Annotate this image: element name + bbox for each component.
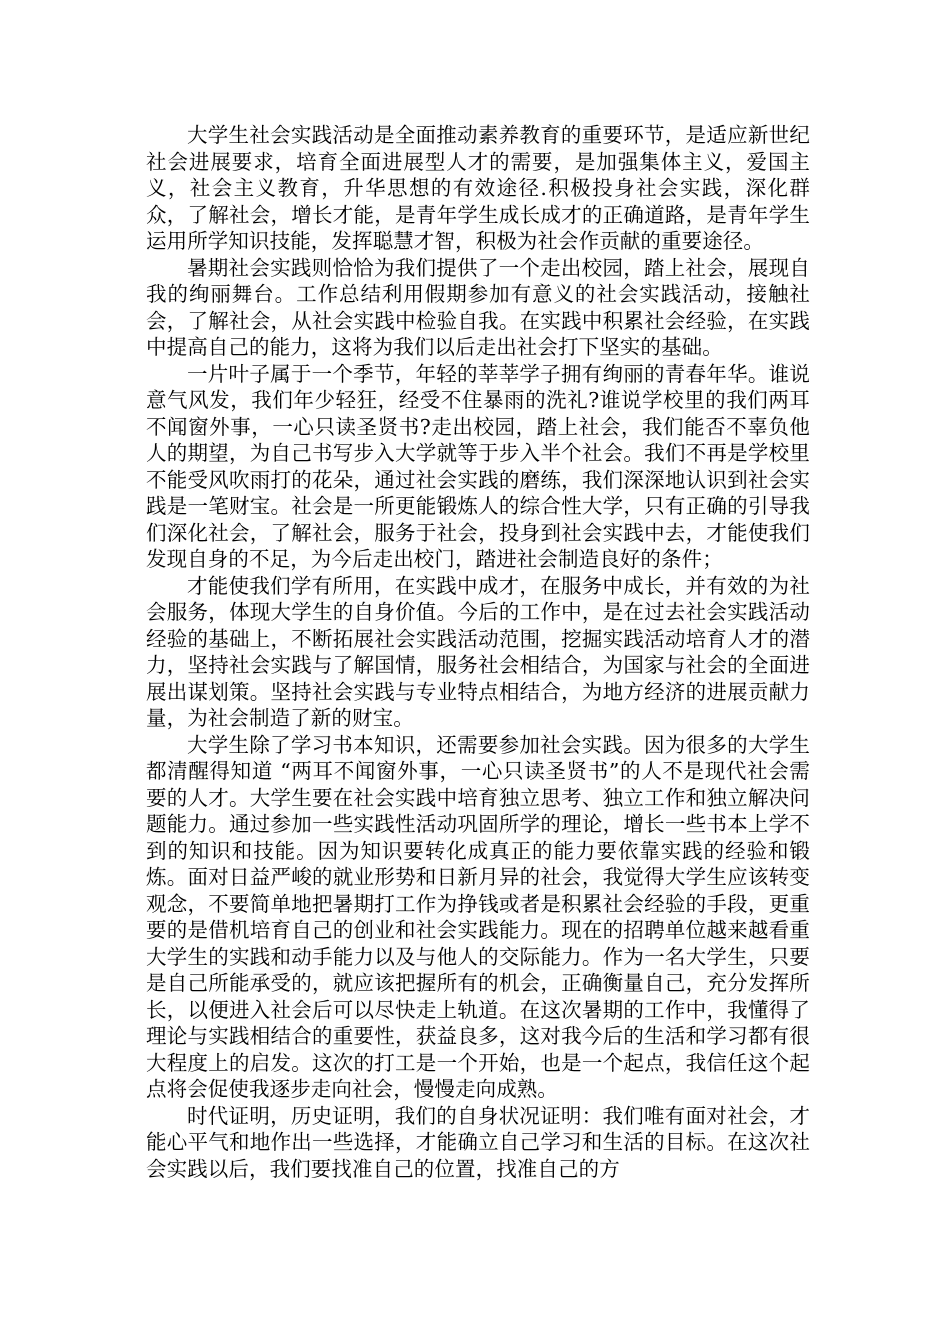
document-page xyxy=(146,122,810,1182)
paragraph-1: 大学生社会实践活动是全面推动素养教育的重要环节，是适应新世纪社会进展要求，培育全面进展型人才的需要，是加强集体主义，爱国主义，社会主义教育，升华思想的有效途径.积极投身社会实践，深化群众，了解社会，增长才能，是青年学生成长成才的正确道路，是青年学生运用所学知识技能，发挥聪慧才智，积极为社会作贡献的重要途径。 xyxy=(146,123,810,253)
paragraph-5: 大学生除了学习书本知识，还需要参加社会实践。因为很多的大学生都清醒得知道 “两耳不闻窗外事，一心只读圣贤书”的人不是现代社会需要的人才。大学生要在社会实践中培育独立思考、独立工作和独立解决问题能力。通过参加一些实践性活动巩固所学的理论，增长一些书本上学不到的知识和技能。因为知识要转化成真正的能力要依靠实践的经验和锻炼。面对日益严峻的就业形势和日新月异的社会，我觉得大学生应该转变观念，不要简单地把暑期打工作为挣钱或者是积累社会经验的手段，更重要的是借机培育自己的创业和社会实践能力。现在的招聘单位越来越看重大学生的实践和动手能力以及与他人的交际能力。作为一名大学生，只要是自己所能承受的，就应该把握所有的机会，正确衡量自己，充分发挥所长，以便进入社会后可以尽快走上轨道。在这次暑期的工作中，我懂得了理论与实践相结合的重要性，获益良多，这对我今后的生活和学习都有很大程度上的启发。这次的打工是一个开始，也是一个起点，我信任这个起点将会促使我逐步走向社会，慢慢走向成熟。 xyxy=(146,732,810,1101)
paragraph-6: 时代证明，历史证明，我们的自身状况证明：我们唯有面对社会，才能心平气和地作出一些选择，才能确立自己学习和生活的目标。在这次社会实践以后，我们要找准自己的位置，找准自己的方 xyxy=(146,1103,810,1181)
paragraph-3: 一片叶子属于一个季节，年轻的莘莘学子拥有绚丽的青春年华。谁说意气风发，我们年少轻狂，经受不住暴雨的洗礼?谁说学校里的我们两耳不闻窗外事，一心只读圣贤书?走出校园，踏上社会，我们能否不辜负他人的期望，为自己书写步入大学就等于步入半个社会。我们不再是学校里不能受风吹雨打的花朵，通过社会实践的磨练，我们深深地认识到社会实践是一笔财宝。社会是一所更能锻炼人的综合性大学，只有正确的引导我们深化社会，了解社会，服务于社会，投身到社会实践中去，才能使我们发现自身的不足，为今后走出校门，踏进社会制造良好的条件； xyxy=(146,361,810,571)
paragraph-4: 才能使我们学有所用，在实践中成才，在服务中成长，并有效的为社会服务，体现大学生的自身价值。今后的工作中，是在过去社会实践活动经验的基础上，不断拓展社会实践活动范围，挖掘实践活动培育人才的潜力，坚持社会实践与了解国情，服务社会相结合，为国家与社会的全面进展出谋划策。坚持社会实践与专业特点相结合，为地方经济的进展贡献力量，为社会制造了新的财宝。 xyxy=(146,573,810,730)
paragraph-2: 暑期社会实践则恰恰为我们提供了一个走出校园，踏上社会，展现自我的绚丽舞台。工作总结利用假期参加有意义的社会实践活动，接触社会，了解社会，从社会实践中检验自我。在实践中积累社会经验，在实践中提高自己的能力，这将为我们以后走出社会打下坚实的基础。 xyxy=(146,255,810,359)
